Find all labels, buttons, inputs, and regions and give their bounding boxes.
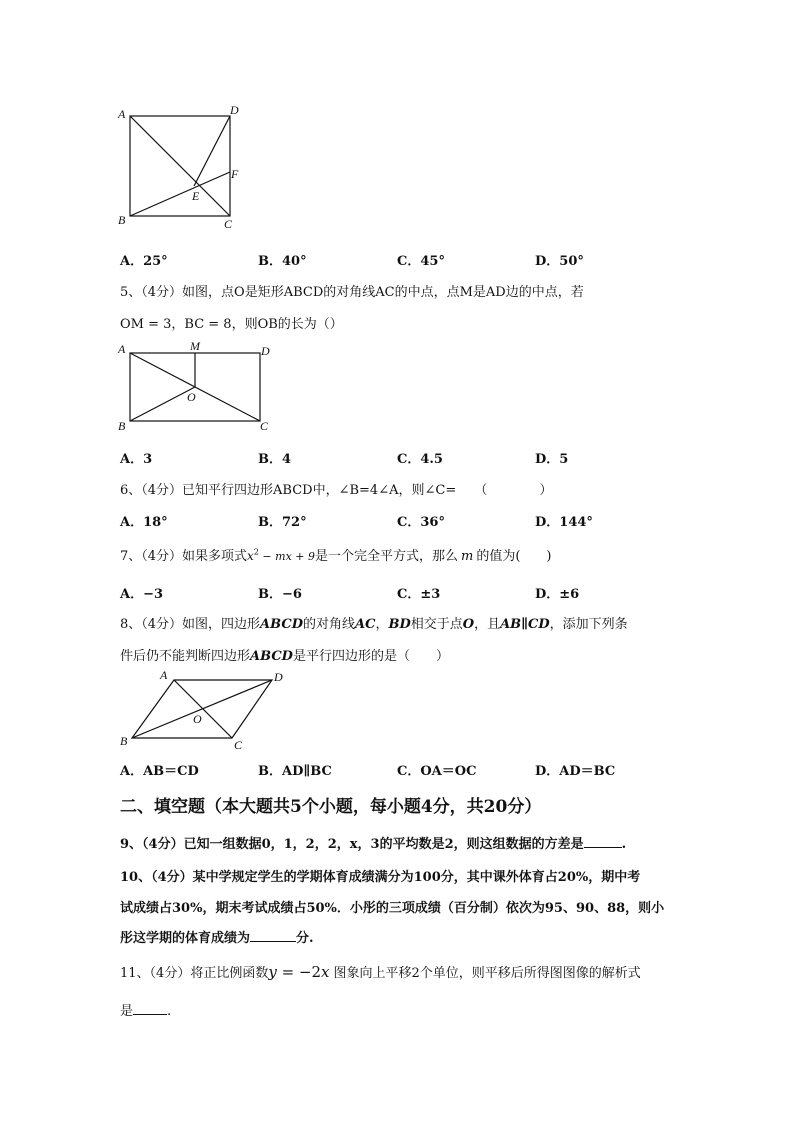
q4-label-e: E — [192, 189, 200, 203]
q5-label-c: C — [260, 419, 269, 433]
q4-segment-be — [130, 172, 230, 216]
q6-option-b[interactable]: B．72° — [258, 515, 307, 530]
q6-answer-paren: （ ） — [474, 483, 553, 498]
q8-text-2: 的对角线 — [302, 617, 355, 632]
q8-option-a-text: A．AB＝CD — [120, 764, 199, 779]
q8-label-c: C — [234, 738, 243, 752]
q5-stem-line2: OM = 3，BC = 8，则OB的长为（） — [120, 317, 343, 332]
q8-text-8: 是平行四边形的是（ ） — [292, 649, 449, 664]
q6-option-a[interactable]: A．18° — [120, 515, 168, 530]
q4-figure — [110, 98, 250, 238]
q7-stem-mid: 是一个完全平方式，那么 — [314, 549, 458, 564]
q4-option-c[interactable]: C．45° — [397, 254, 445, 269]
q5-option-d[interactable]: D．5 — [535, 452, 569, 467]
q8-option-d-text: D．AD＝BC — [535, 764, 616, 779]
q6-option-d[interactable]: D．144° — [535, 515, 593, 530]
q4-option-b[interactable]: B．40° — [258, 254, 307, 269]
q8-math-bd: BD — [388, 617, 411, 632]
q10-stem-line2: 试成绩占30%，期末考试成绩占50%．小彤的三项成绩（百分制）依次为95、90、88，则小 — [120, 901, 665, 916]
q8-label-d: D — [274, 670, 283, 684]
q10-stem-line3-post: 分. — [296, 931, 314, 946]
q7-stem-pre: 7、（4分）如果多项式 — [120, 549, 248, 564]
q8-text-3: ， — [375, 617, 389, 632]
q8-figure — [112, 665, 297, 755]
q6-stem — [120, 479, 552, 498]
q5-label-m: M — [190, 339, 200, 353]
q8-math-abcd: ABCD — [260, 617, 303, 632]
q7-option-b[interactable]: B．−6 — [258, 587, 302, 602]
q7-option-a[interactable]: A．−3 — [120, 587, 164, 602]
q7-var-m: m — [461, 549, 474, 564]
q4-label-b: B — [118, 213, 126, 227]
q8-math-ab-parallel-cd: AB∥CD — [500, 617, 550, 632]
q10-stem-line1: 10、（4分）某中学规定学生的学期体育成绩满分为100分，其中课外体育占20%，期中考 — [120, 870, 641, 885]
q9-answer-blank[interactable] — [584, 835, 622, 848]
q11-var-y: y — [268, 963, 277, 981]
q8-math-abcd-2: ABCD — [250, 649, 293, 664]
q8-text-1: 8、（4分）如图，四边形 — [120, 617, 261, 632]
q5-figure — [110, 338, 285, 433]
q11-answer-blank[interactable] — [133, 1002, 167, 1015]
q6-stem-text: 6、（4分）已知平行四边形ABCD中，∠B=4∠A，则∠C= — [120, 483, 457, 498]
q8-text-5: ，且 — [474, 617, 501, 632]
q9-stem-text: 9、（4分）已知一组数据0，1，2，2，x，3的平均数是2，则这组数据的方差是 — [120, 837, 584, 852]
q7-option-d[interactable]: D．±6 — [535, 587, 580, 602]
q4-segment-de — [194, 116, 230, 186]
q5-label-o: O — [187, 390, 196, 404]
q4-label-f: F — [231, 167, 239, 181]
q7-expr-sup: 2 — [253, 547, 259, 557]
q8-option-c-text: C．OA＝OC — [397, 764, 477, 779]
section-heading-fill-blank: 二、填空题（本大题共5个小题，每小题4分，共20分） — [120, 797, 542, 817]
q8-label-o: O — [193, 712, 202, 726]
q6-option-c[interactable]: C．36° — [397, 515, 445, 530]
q4-label-a: A — [118, 107, 126, 121]
q10-answer-blank[interactable] — [250, 929, 296, 942]
q4-label-d: D — [230, 103, 239, 117]
q8-option-d[interactable] — [535, 760, 615, 779]
q11-line2-pre: 是 — [120, 1004, 134, 1019]
q4-option-a[interactable]: A．25° — [120, 254, 168, 269]
q8-text-4: 相交于点 — [410, 617, 463, 632]
q10-stem-line3 — [120, 927, 314, 946]
q11-stem-pre: 11、（4分）将正比例函数 — [120, 966, 269, 981]
q7-expr-x: x — [247, 549, 254, 563]
q5-segment-ob — [130, 387, 195, 421]
q8-math-o: O — [462, 617, 475, 632]
q4-option-d[interactable]: D．50° — [535, 254, 584, 269]
q8-label-a: A — [160, 668, 168, 682]
q11-stem-line1 — [120, 962, 641, 981]
q7-expr-rest: − mx + 9 — [258, 550, 315, 563]
q11-stem-post: 图象向上平移2个单位，则平移后所得图图像的解析式 — [333, 966, 641, 981]
q5-label-a: A — [118, 342, 126, 356]
q5-label-b: B — [118, 419, 126, 433]
q5-option-a[interactable]: A．3 — [120, 452, 153, 467]
q8-math-ac: AC — [355, 617, 376, 632]
q7-stem — [120, 545, 551, 564]
q9-stem — [120, 833, 626, 852]
q5-label-d: D — [261, 344, 270, 358]
q8-stem-line2 — [120, 645, 449, 664]
q5-option-b[interactable]: B．4 — [258, 452, 292, 467]
q7-stem-post: 的值为( ) — [476, 549, 552, 564]
q8-option-b-text: B．AD∥BC — [258, 764, 332, 779]
q11-line2-post: . — [167, 1004, 172, 1019]
q11-var-x: x — [321, 963, 330, 981]
q8-label-b: B — [120, 734, 128, 748]
q8-option-a[interactable] — [120, 760, 199, 779]
q8-option-c[interactable] — [397, 760, 476, 779]
q5-option-c[interactable]: C．4.5 — [397, 452, 443, 467]
q7-option-c[interactable]: C．±3 — [397, 587, 441, 602]
q11-stem-line2 — [120, 1000, 171, 1019]
q4-label-c: C — [224, 217, 233, 231]
q10-stem-line3-pre: 彤这学期的体育成绩为 — [120, 931, 251, 946]
q8-option-b[interactable] — [258, 760, 332, 779]
q5-stem-line1: 5、（4分）如图，点O是矩形ABCD的对角线AC的中点，点M是AD边的中点，若 — [120, 285, 584, 300]
q11-eq: = −2 — [276, 963, 322, 981]
q4-diagonal-ac — [130, 116, 230, 216]
q8-stem-line1 — [120, 613, 628, 632]
q8-text-7: 件后仍不能判断四边形 — [120, 649, 251, 664]
q8-text-6: ，添加下列条 — [549, 617, 628, 632]
q9-stem-end: . — [621, 837, 627, 852]
